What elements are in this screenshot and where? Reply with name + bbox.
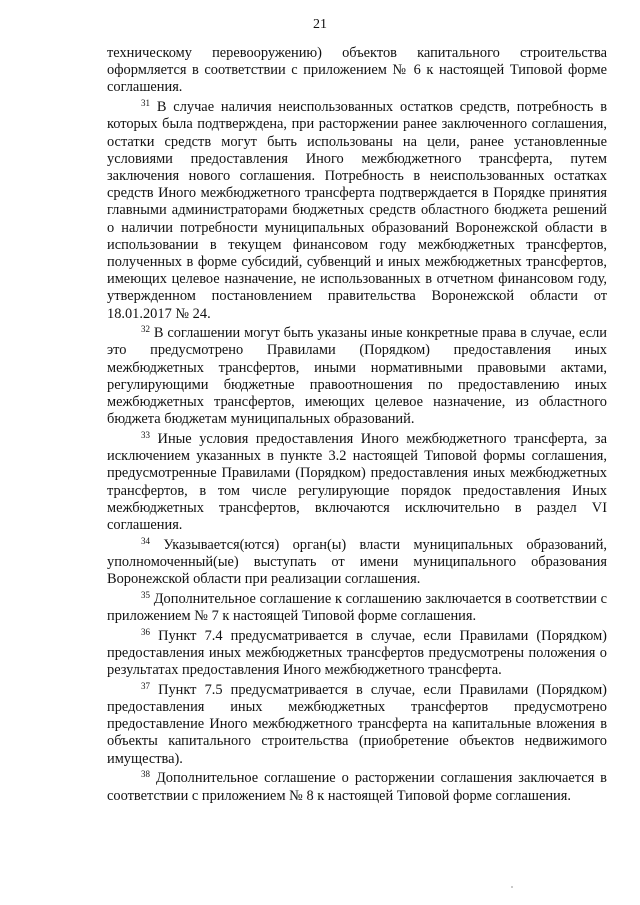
footnote-36 [107,628,607,680]
footnote-number: 33 [141,429,150,440]
footnote-34 [107,537,607,589]
footnote-text: Пункт 7.5 предусматривается в случае, если Правилами (Порядком) предоставления иных межбюджетных трансфертов предусмотрено предоставление Иного межбюджетного трансферта на капитальные вложения в объекты капитального строительства (приобретение объектов недвижимого имущества). [107,681,607,767]
footnote-number: 31 [141,98,150,109]
paragraph-text: техническому перевооружению) объектов капитального строительства оформляется в соответствии с приложением № 6 к настоящей Типовой форме соглашения. [107,45,607,96]
footnote-text: Пункт 7.4 предусматривается в случае, если Правилами (Порядком) предоставления иных межбюджетных трансфертов предусмотрены положения о результатах предоставления Иного межбюджетного трансферта. [107,627,607,679]
footnote-number: 35 [141,589,150,600]
footnote-number: 34 [141,535,150,546]
footnote-number: 32 [141,324,150,335]
footnote-text: Дополнительное соглашение к соглашению заключается в соответствии с приложением № 7 к настоящей Типовой форме соглашения. [107,590,607,624]
footnote-number: 38 [141,769,150,780]
footnote-number: 37 [141,680,150,691]
footnote-33 [107,431,607,534]
document-body [107,45,607,807]
footnote-text: Указывается(ются) орган(ы) власти муниципальных образований, уполномоченный(ые) выступать от имени муниципального образования Воронежской области при реализации соглашения. [107,536,607,588]
footnote-35 [107,591,607,625]
footnote-text: В случае наличия неиспользованных остатков средств, потребность в которых была подтверждена, при расторжении ранее заключенного соглашения, остатки средств могут быть использованы на цели, ранее установленные условиями предоставления Иного межбюджетного трансферта, путем заключения нового соглашения. Потребность в неиспользованных остатках средств Иного межбюджетного трансферта подтверждается в Порядке принятия главными администраторами бюджетных средств областного бюджета решений о наличии потребности муниципальных образований Воронежской области в использовании в текущем финансовом году межбюджетных трансфертов, полученных в форме субсидий, субвенций и иных межбюджетных трансфертов, имеющих целевое назначение, не использованных в отчетном финансовом году, утвержденном постановлением правительства Воронежской области от 18.01.2017 № 24. [107,99,607,322]
footnote-text: В соглашении могут быть указаны иные конкретные права в случае, если это предусмотрено Правилами (Порядком) предоставления иных межбюджетных трансфертов, иными нормативными правовыми актами, регулирующими бюджетные правоотношения по предоставлению иных межбюджетных трансфертов, имеющих целевое назначение, из областного бюджета бюджетам муниципальных образований. [107,325,607,428]
scan-artifact [511,886,513,888]
footnote-32 [107,325,607,428]
footnote-number: 36 [141,626,150,637]
footnote-38 [107,770,607,804]
page-number: 21 [313,17,327,32]
footnote-text: Дополнительное соглашение о расторжении соглашения заключается в соответствии с приложением № 8 к настоящей Типовой форме соглашения. [107,770,607,804]
paragraph-continuation [107,45,607,97]
footnote-31 [107,99,607,323]
footnote-text: Иные условия предоставления Иного межбюджетного трансферта, за исключением указанных в пункте 3.2 настоящей Типовой формы соглашения, предусмотренные Правилами (Порядком) предоставления иных межбюджетных трансфертов, в том числе регулирующие порядок предоставления Иных межбюджетных трансфертов, включаются исключительно в раздел VI соглашения. [107,430,607,533]
footnote-37 [107,682,607,768]
